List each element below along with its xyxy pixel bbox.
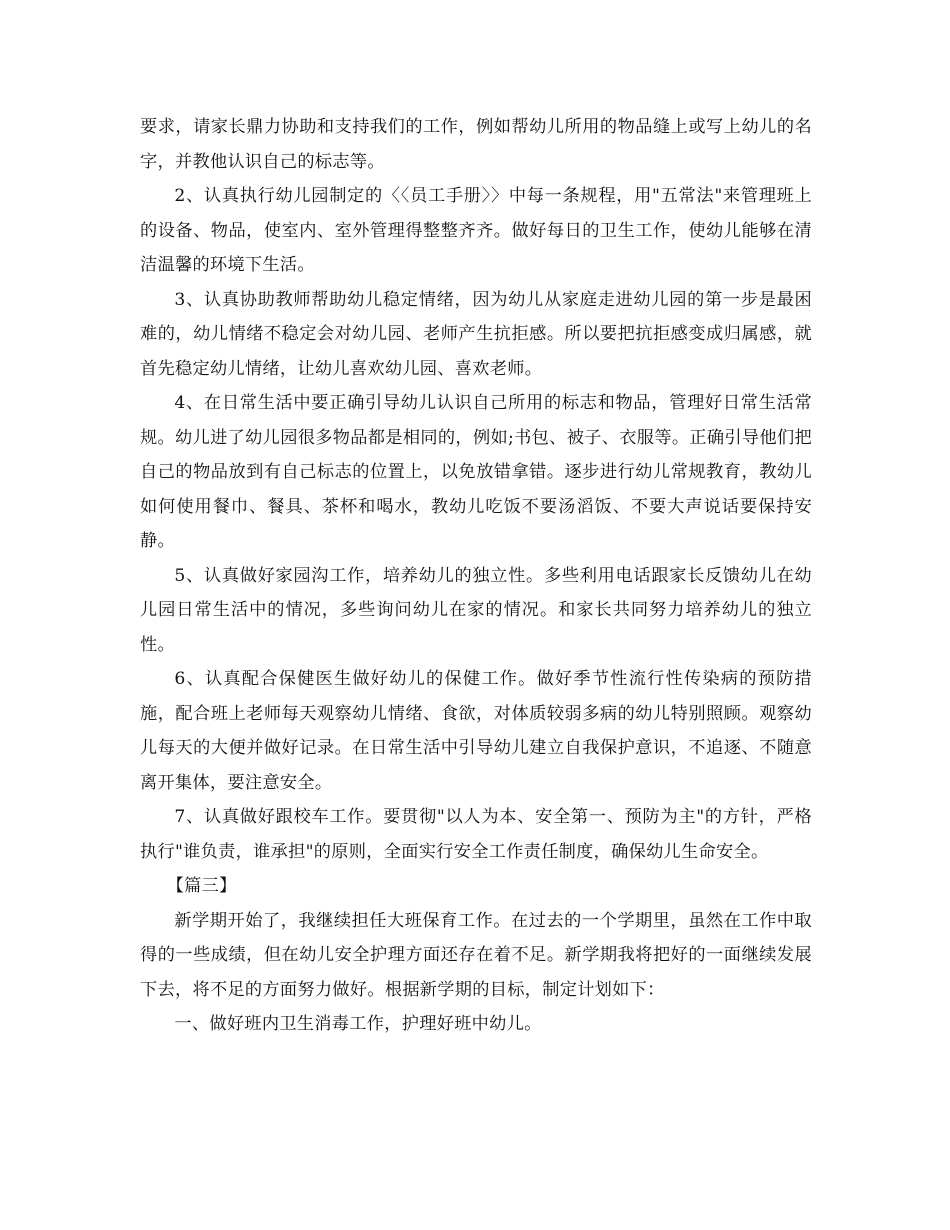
section-heading: 【篇三】: [166, 876, 237, 896]
paragraph-item-3: 3、认真协助教师帮助幼儿稳定情绪，因为幼儿从家庭走进幼儿园的第一步是最困难的，幼儿情绪不稳定会对幼儿园、老师产生抗拒感。所以要把抗拒感变成归属感，就首先稳定幼儿情绪，让幼儿喜欢幼儿园、喜欢老师。: [140, 289, 812, 379]
paragraph-intro: 新学期开始了，我继续担任大班保育工作。在过去的一个学期里，虽然在工作中取得的一些成绩，但在幼儿安全护理方面还存在着不足。新学期我将把好的一面继续发展下去，将不足的方面努力做好。根据新学期的目标，制定计划如下：: [140, 910, 812, 1000]
paragraph-continued: 要求，请家长鼎力协助和支持我们的工作，例如帮幼儿所用的物品缝上或写上幼儿的名字，并教他认识自己的标志等。: [140, 117, 812, 172]
paragraph-item-7: 7、认真做好跟校车工作。要贯彻"以人为本、安全第一、预防为主"的方针，严格执行"谁负责，谁承担"的原则，全面实行安全工作责任制度，确保幼儿生命安全。: [140, 807, 812, 862]
document-page: [140, 110, 812, 1042]
paragraph-item-5: 5、认真做好家园沟工作，培养幼儿的独立性。多些利用电话跟家长反馈幼儿在幼儿园日常生活中的情况，多些询问幼儿在家的情况。和家长共同努力培养幼儿的独立性。: [140, 565, 812, 655]
paragraph-item-6: 6、认真配合保健医生做好幼儿的保健工作。做好季节性流行性传染病的预防措施，配合班上老师每天观察幼儿情绪、食欲，对体质较弱多病的幼儿特别照顾。观察幼儿每天的大便并做好记录。在日常生活中引导幼儿建立自我保护意识，不追逐、不随意离开集体，要注意安全。: [140, 669, 812, 793]
paragraph-plan-item-1: 一、做好班内卫生消毒工作，护理好班中幼儿。: [174, 1014, 542, 1034]
paragraph-item-2: 2、认真执行幼儿园制定的〈〈员工手册〉〉中每一条规程，用"五常法"来管理班上的设备、物品，使室内、室外管理得整整齐齐。做好每日的卫生工作，使幼儿能够在清洁温馨的环境下生活。: [140, 186, 812, 275]
paragraph-item-4: 4、在日常生活中要正确引导幼儿认识自己所用的标志和物品，管理好日常生活常规。幼儿进了幼儿园很多物品都是相同的，例如;书包、被子、衣服等。正确引导他们把自己的物品放到有自己标志的位置上，以免放错拿错。逐步进行幼儿常规教育，教幼儿如何使用餐巾、餐具、茶杯和喝水，教幼儿吃饭不要汤滔饭、不要大声说话要保持安静。: [140, 393, 812, 551]
